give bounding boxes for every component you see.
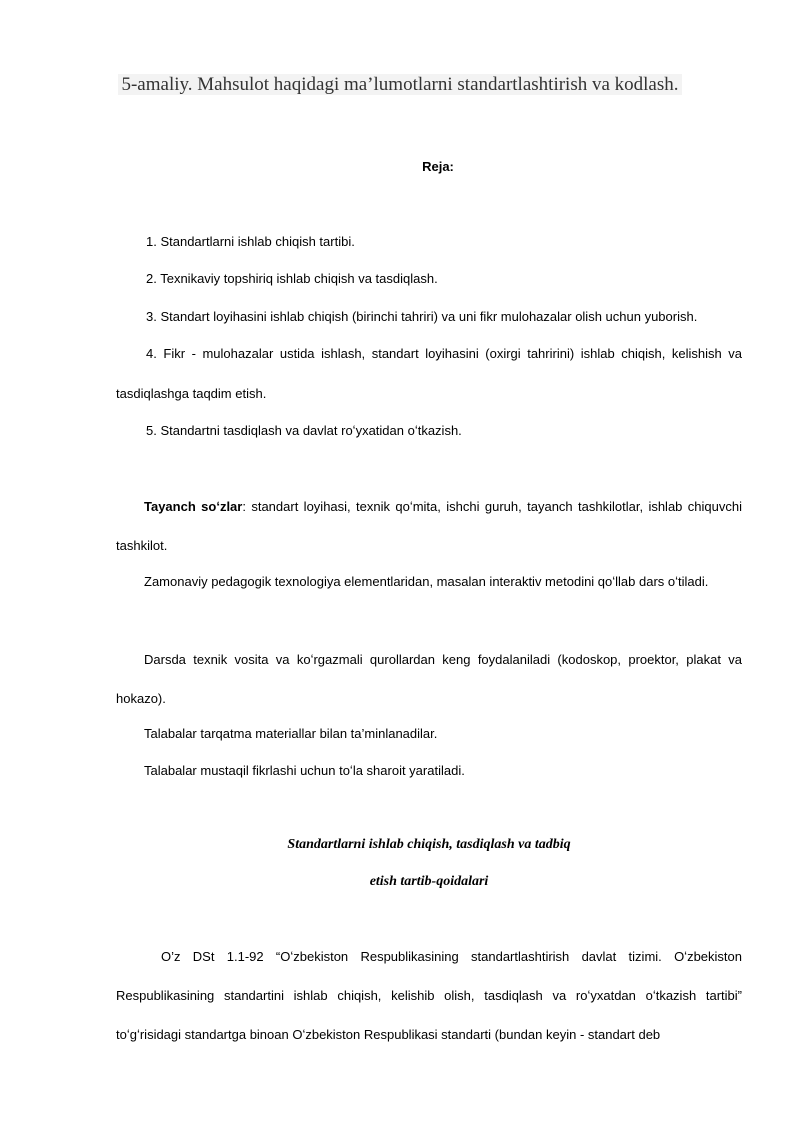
keywords-label: Tayanch soʻzlar bbox=[144, 499, 243, 514]
plan-item: 4. Fikr - mulohazalar ustida ishlash, standart loyihasini (oxirgi tahririni) ishlab chiqish, kelishish va tasdiqlashga taqdim etish. bbox=[116, 346, 742, 401]
plan-item: 5. Standartni tasdiqlash va davlat roʻyxatidan oʻtkazish. bbox=[146, 423, 462, 438]
plan-heading: Reja: bbox=[422, 159, 454, 174]
keywords-paragraph bbox=[116, 487, 742, 565]
paragraph: Talabalar tarqatma materiallar bilan ta’minlanadilar. bbox=[144, 726, 438, 741]
body-paragraph: O’z DSt 1.1-92 “Oʻzbekiston Respublikasining standartlashtirish davlat tizimi. Oʻzbekiston Respublikasining standartini ishlab chiqish, kelishib olish, tasdiqlash va roʻyxatdan oʻtkazish tartibi” toʻgʻrisidagi standartga binoan Oʻzbekiston Respublikasi standarti (bundan keyin - standart deb bbox=[116, 949, 742, 1042]
section-heading-line2: etish tartib-qoidalari bbox=[369, 874, 489, 889]
plan-item: 1. Standartlarni ishlab chiqish tartibi. bbox=[146, 234, 355, 249]
plan-item: 2. Texnikaviy topshiriq ishlab chiqish va tasdiqlash. bbox=[146, 271, 438, 286]
paragraph: Zamonaviy pedagogik texnologiya elementlaridan, masalan interaktiv metodini qoʻllab dars oʻtiladi. bbox=[144, 574, 709, 589]
paragraph: Darsda texnik vosita va koʻrgazmali qurollardan keng foydalaniladi (kodoskop, proektor, plakat va hokazo). bbox=[116, 652, 742, 706]
document-title: 5-amaliy. Mahsulot haqidagi ma’lumotlarni standartlashtirish va kodlash. bbox=[0, 74, 800, 96]
paragraph: Talabalar mustaqil fikrlashi uchun toʻla sharoit yaratiladi. bbox=[144, 763, 465, 778]
keywords-text: : standart loyihasi, texnik qoʻmita, ishchi guruh, tayanch tashkilotlar, ishlab chiquvchi tashkilot. bbox=[116, 499, 742, 553]
section-heading-line1: Standartlarni ishlab chiqish, tasdiqlash va tadbiq bbox=[287, 837, 571, 852]
plan-item: 3. Standart loyihasini ishlab chiqish (birinchi tahriri) va uni fikr mulohazalar olish uchun yuborish. bbox=[146, 309, 698, 324]
